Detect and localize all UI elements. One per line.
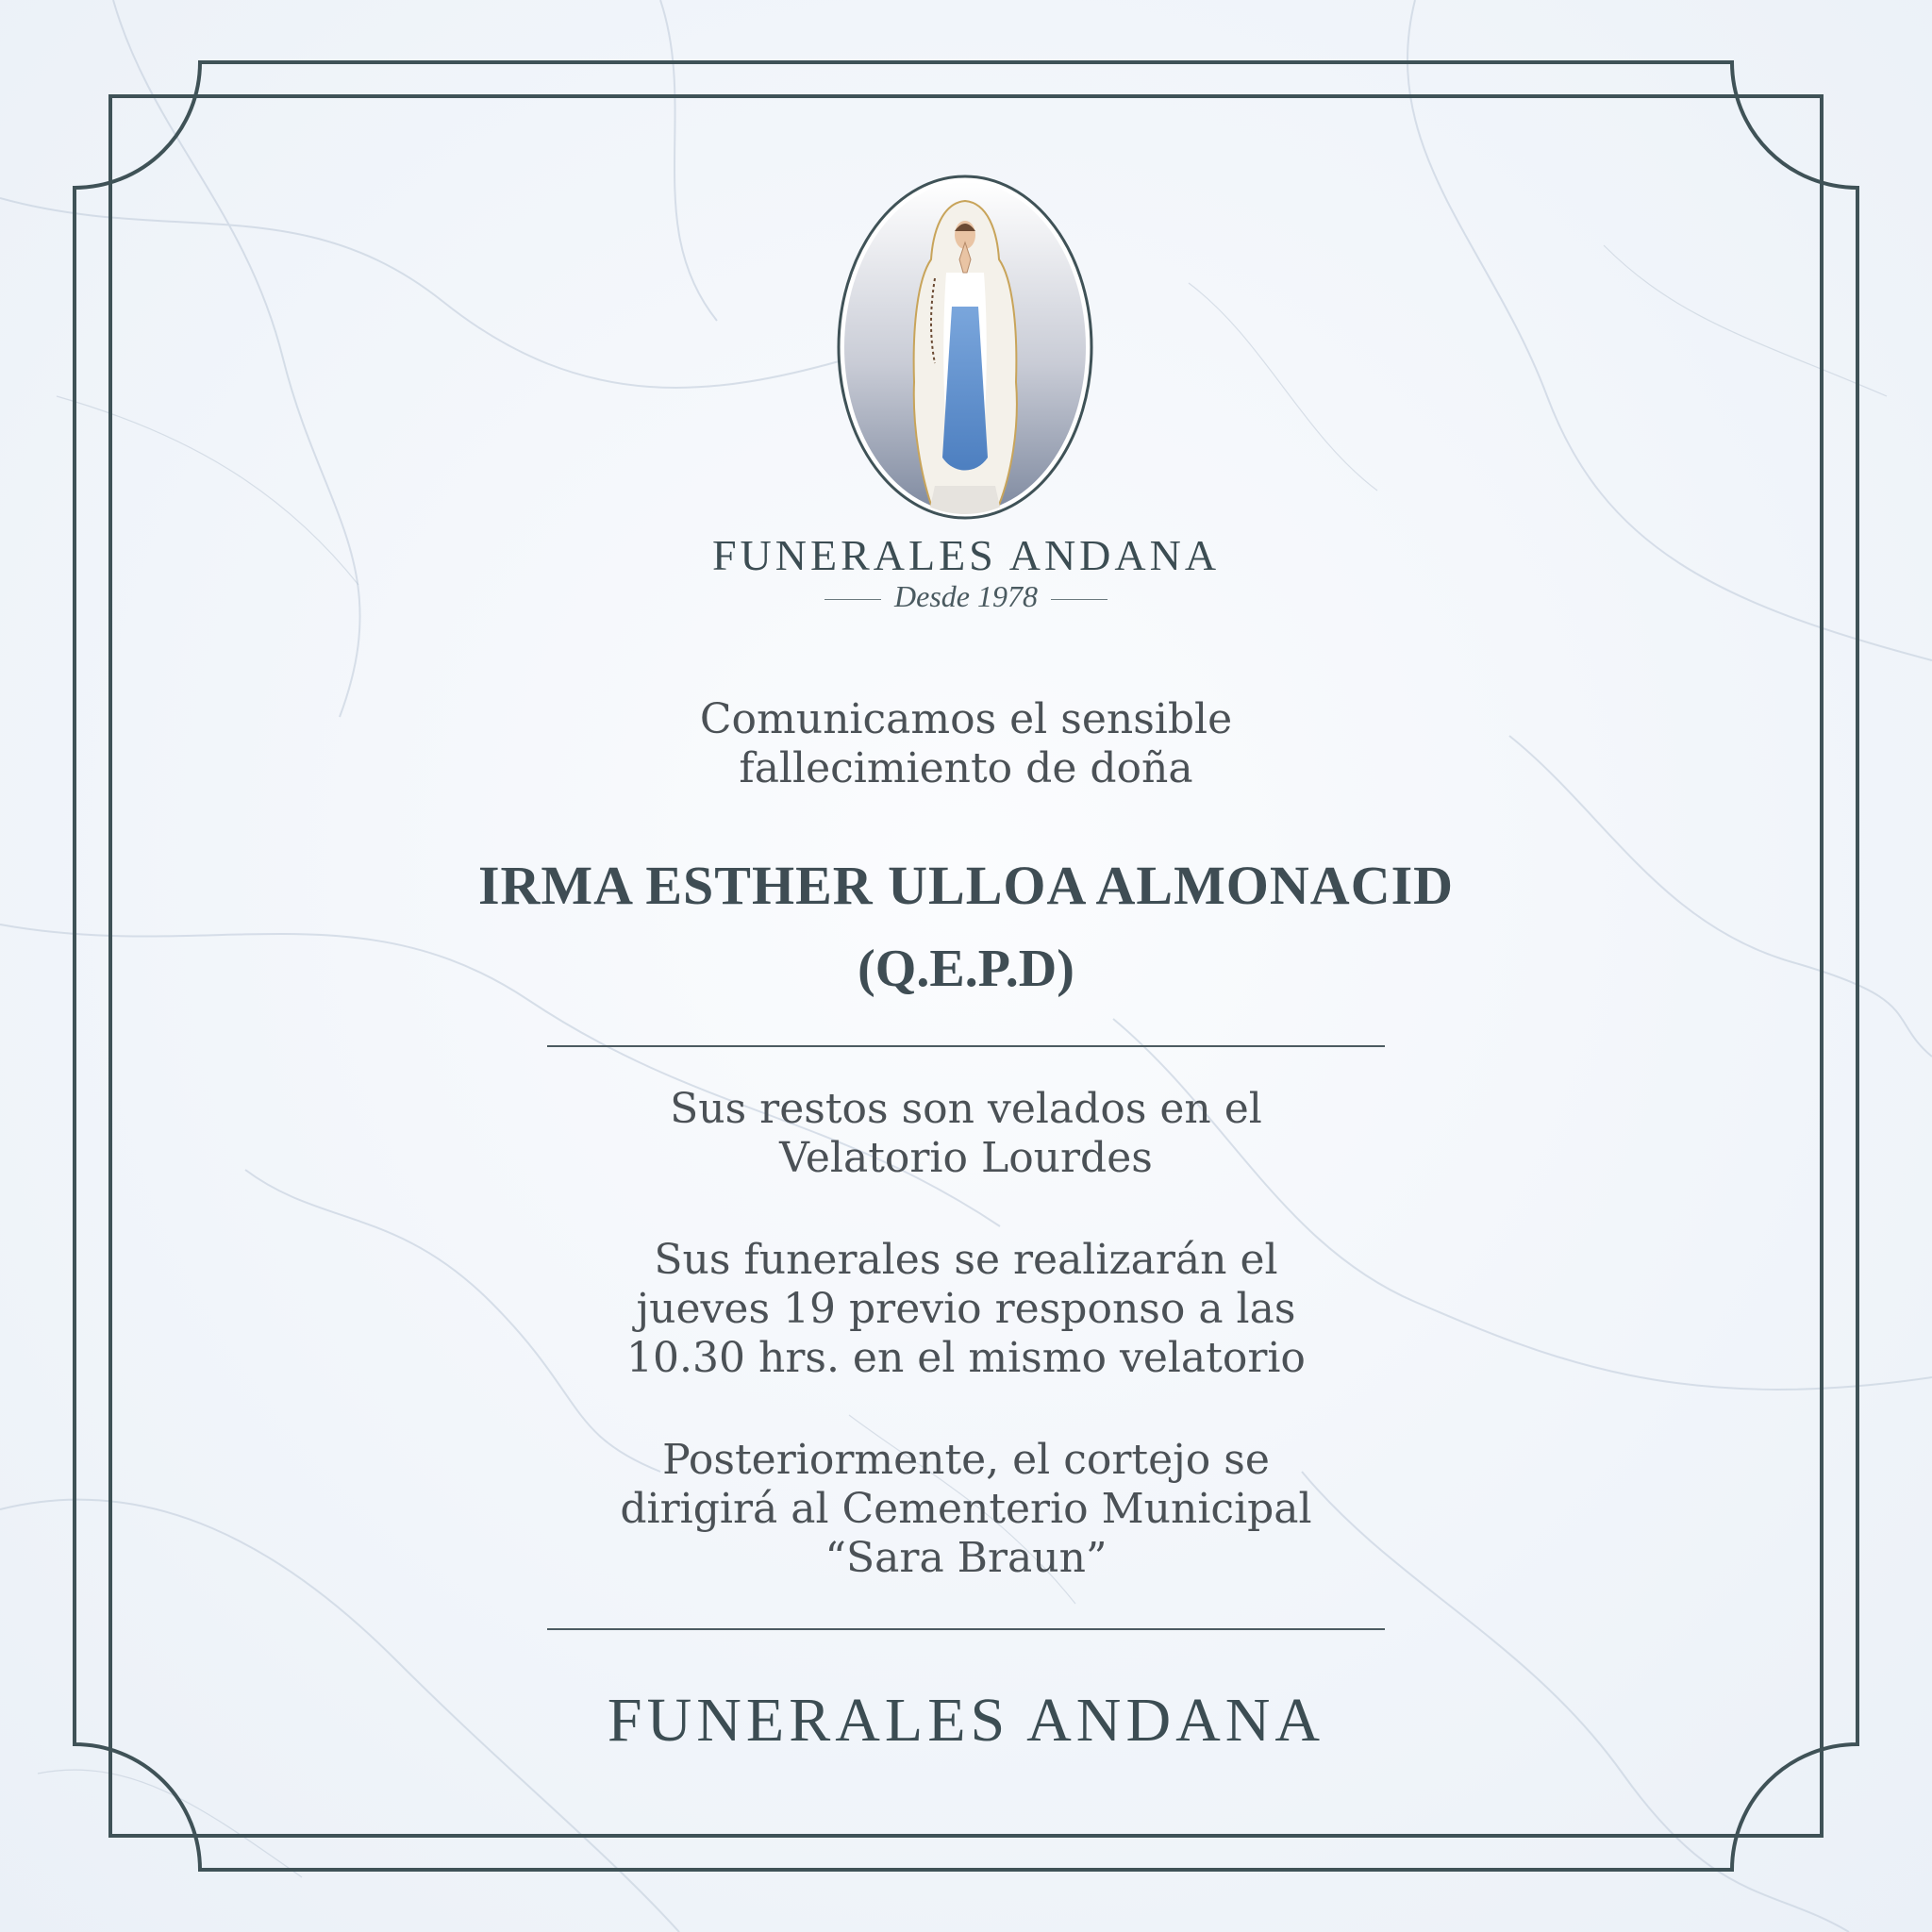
procession-details xyxy=(0,1436,1932,1583)
funeral-line-3: 10.30 hrs. en el mismo velatorio xyxy=(626,1334,1306,1382)
divider-bottom xyxy=(547,1628,1385,1630)
deceased-suffix: (Q.E.P.D) xyxy=(858,940,1074,998)
wake-line-1: Sus restos son velados en el xyxy=(670,1085,1262,1133)
announcement-line-1: Comunicamos el sensible xyxy=(699,695,1233,743)
brand-logo-top: FUNERALES ANDANA xyxy=(711,531,1221,579)
brand-logo-bottom: FUNERALES ANDANA xyxy=(607,1686,1325,1755)
announcement xyxy=(0,695,1932,793)
procession-line-2: dirigirá al Cementerio Municipal xyxy=(620,1485,1312,1533)
wake-line-2: Velatorio Lourdes xyxy=(779,1134,1153,1182)
announcement-line-2: fallecimiento de doña xyxy=(739,744,1193,792)
since-text: Desde 1978 xyxy=(894,579,1038,613)
tagline-dash-right xyxy=(1051,599,1108,600)
funeral-line-1: Sus funerales se realizarán el xyxy=(654,1236,1278,1284)
deceased-name: IRMA ESTHER ULLOA ALMONACID xyxy=(477,855,1455,916)
tagline-dash-left xyxy=(824,599,881,600)
wake-details xyxy=(0,1085,1932,1183)
divider-top xyxy=(547,1045,1385,1047)
funeral-line-2: jueves 19 previo responso a las xyxy=(636,1285,1296,1333)
brand-since-tagline xyxy=(0,579,1932,614)
procession-line-3: “Sara Braun” xyxy=(824,1534,1108,1582)
funeral-details xyxy=(0,1236,1932,1383)
procession-line-1: Posteriormente, el cortejo se xyxy=(662,1436,1270,1484)
virgin-mary-statue-icon xyxy=(837,175,1093,520)
